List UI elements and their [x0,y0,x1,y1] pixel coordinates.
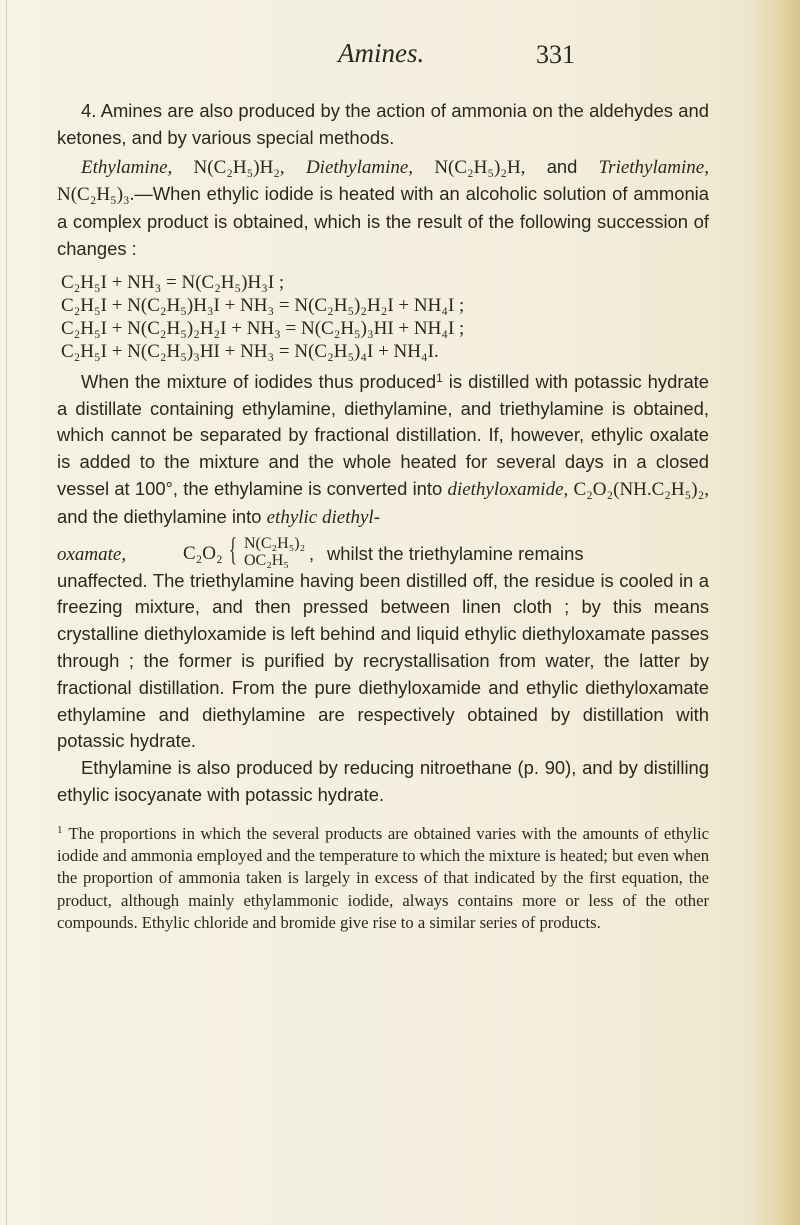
reaction-equations [57,271,709,363]
text-segment: is distilled with potassic hydrate a distillate containing ethylamine, diethylamine, and triethylamine is obtained, which cannot be separated by fractional distillation. If, however, ethylic oxalate is added to the mixture and the whole heated for several days in a closed vessel at 100°, the ethylamine is converted into [57,370,710,499]
term-diethyloxamide: diethyloxamide, [447,478,569,500]
formula-ethylamine: N(C₂H₅)H₂, [193,156,285,178]
equation: C₂H₅I + N(C₂H₅)H₃I + NH₃ = N(C₂H₅)₂H₂I + NH₄I ; [61,294,465,316]
paragraph-amines-intro: 4. Amines are also produced by the action of ammonia on the aldehydes and ketones, and by various special methods. [57,100,709,148]
formula-diethyloxamide: C₂O₂(NH.C₂H₅)₂, [573,478,709,500]
page-header [0,38,800,78]
page-margin-line [6,0,7,1225]
footnote-mark: 1 [57,823,63,836]
text-description: —When ethylic iodide is heated with an alcoholic solution of ammonia a complex product is obtained, which is the result of the following succession of changes : [57,183,709,259]
term-oxamate: oxamate, [57,543,127,565]
paragraph-reduction: Ethylamine is also produced by reducing nitroethane (p. 90), and by distilling ethylic isocyanate with potassic hydrate. [57,757,709,805]
text-segment: whilst the triethylamine remains [327,542,584,564]
text-comma: , [309,542,315,564]
equation: C₂H₅I + N(C₂H₅)₃HI + NH₃ = N(C₂H₅)₄I + NH₄I. [61,340,439,362]
term-diethylamine: Diethylamine, [305,156,414,178]
equation: C₂H₅I + NH₃ = N(C₂H₅)H₃I ; [61,271,285,293]
running-head: Amines. [338,38,425,68]
formula-upper-group: N(C₂H₅)₂ [244,534,306,552]
formula-lower-group: OC₂H₅ [244,551,289,569]
footnote-text: The proportions in which the several products are obtained varies with the amounts of ethylic iodide and ammonia employed and the temperature to which the mixture is heated; but even when the proportion of ammonia taken is largely in excess of that indicated by the first equation, the product, although mainly ethylammonic iodide, always contains more or less of the other compounds. Ethylic chloride and bromide give rise to a similar series of products. [57,823,709,932]
term-ethylic-diethyl: ethylic diethyl- [266,506,381,528]
term-triethylamine: Triethylamine, [598,156,709,178]
footnote [57,819,709,934]
curly-brace-glyph: { [229,531,237,568]
page-body [57,98,709,934]
paragraph-ethylamine [57,154,709,263]
paragraph-separation-cont: unaffected. The triethylamine having been distilled off, the residue is cooled in a freezing mixture, and then pressed between linen cloth ; by this means crystalline diethyloxamide is left behind and liquid ethylic diethyloxamate passes through ; the former is purified by recrystallisation from water, the latter by fractional distillation. From the pure diethyloxamide and ethylic diethyloxamate ethylamine and diethylamine are respectively obtained by distillation with potassic hydrate. [57,569,709,752]
formula-diethylamine: N(C₂H₅)₂H, [434,156,526,178]
equation: C₂H₅I + N(C₂H₅)₂H₂I + NH₃ = N(C₂H₅)₃HI + NH₄I ; [61,317,465,339]
paragraph-separation [57,369,709,532]
formula-triethylamine: N(C₂H₅)₃. [57,184,135,206]
formula-base: C₂O₂ [183,542,223,564]
text-and: and [546,155,578,177]
term-ethylamine: Ethylamine, [81,156,173,178]
page-number: 331 [536,40,575,69]
oxamate-formula-line [57,531,709,569]
text-segment: and the diethylamine into [57,505,262,527]
footnote-reference: 1 [436,370,443,385]
page-edge-shading [754,0,800,1225]
text-segment: When the mixture of iodides thus produced [81,370,437,392]
